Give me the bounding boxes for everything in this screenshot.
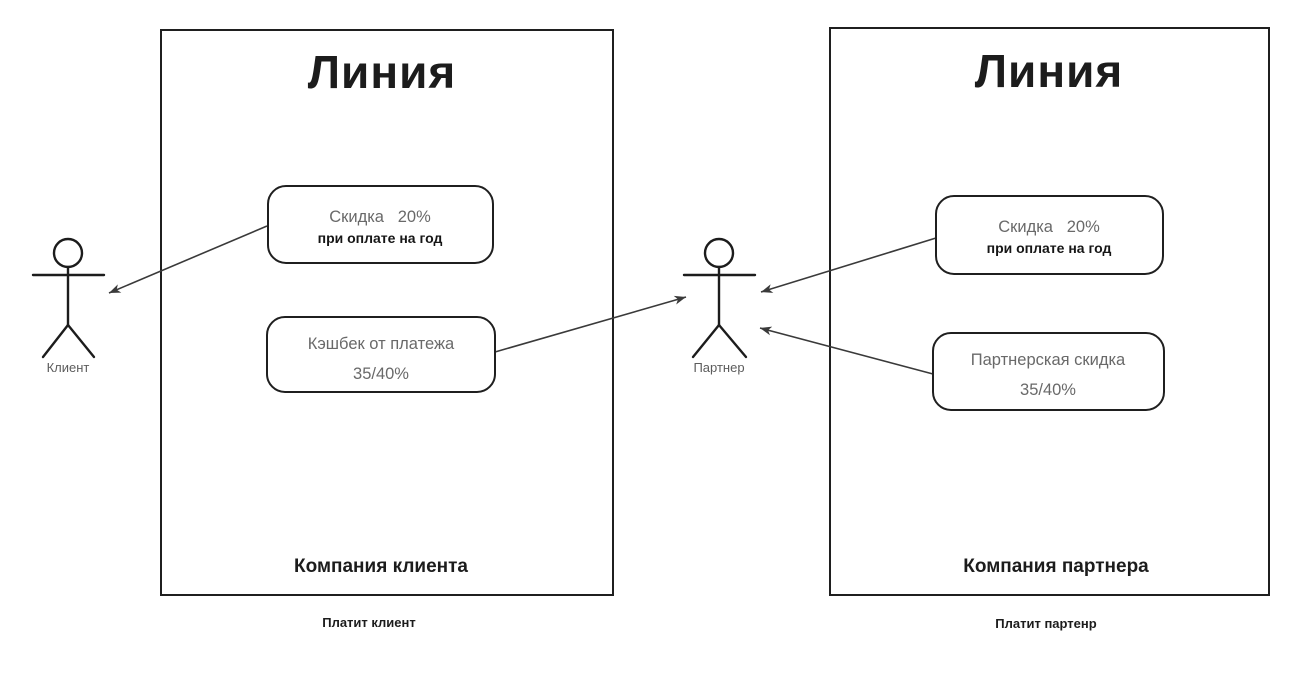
left-company-boundary: [161, 30, 613, 595]
actor-client-label: Клиент: [46, 360, 90, 375]
right-company-footer: Компания партнера: [963, 556, 1149, 577]
offer-node-cashback: [267, 317, 495, 392]
partner-year-discount-line2: при оплате на год: [986, 240, 1112, 256]
client-discount-line1: Скидка 20%: [329, 208, 431, 226]
client-discount-line2: при оплате на год: [317, 230, 443, 246]
right-company-boundary: [830, 28, 1269, 595]
left-system-title: Линия: [307, 46, 457, 98]
right-boundary-rect: [830, 28, 1269, 595]
actor-partner-left-leg: [693, 325, 719, 357]
partner-year-discount-line1: Скидка 20%: [998, 218, 1100, 236]
offer-node-partner-discount: [933, 333, 1164, 410]
right-payment-caption: Платит партенр: [995, 616, 1097, 631]
actor-client-left-leg: [43, 325, 68, 357]
actor-partner-head: [705, 239, 733, 267]
offer-node-partner-year-discount: [936, 196, 1163, 274]
actor-partner: [684, 239, 755, 375]
left-payment-caption: Платит клиент: [322, 615, 416, 630]
actor-client-head: [54, 239, 82, 267]
actor-client: [33, 239, 104, 375]
partner-discount-line2: 35/40%: [1020, 381, 1076, 399]
partner-discount-line1: Партнерская скидка: [970, 351, 1126, 369]
cashback-line1: Кэшбек от платежа: [307, 335, 455, 353]
actor-client-right-leg: [68, 325, 94, 357]
actor-partner-right-leg: [719, 325, 746, 357]
left-boundary-rect: [161, 30, 613, 595]
offer-node-client-discount: [268, 186, 493, 263]
actor-partner-label: Партнер: [693, 360, 745, 375]
cashback-line2: 35/40%: [353, 365, 409, 383]
left-company-footer: Компания клиента: [294, 556, 468, 577]
right-system-title: Линия: [974, 45, 1124, 97]
